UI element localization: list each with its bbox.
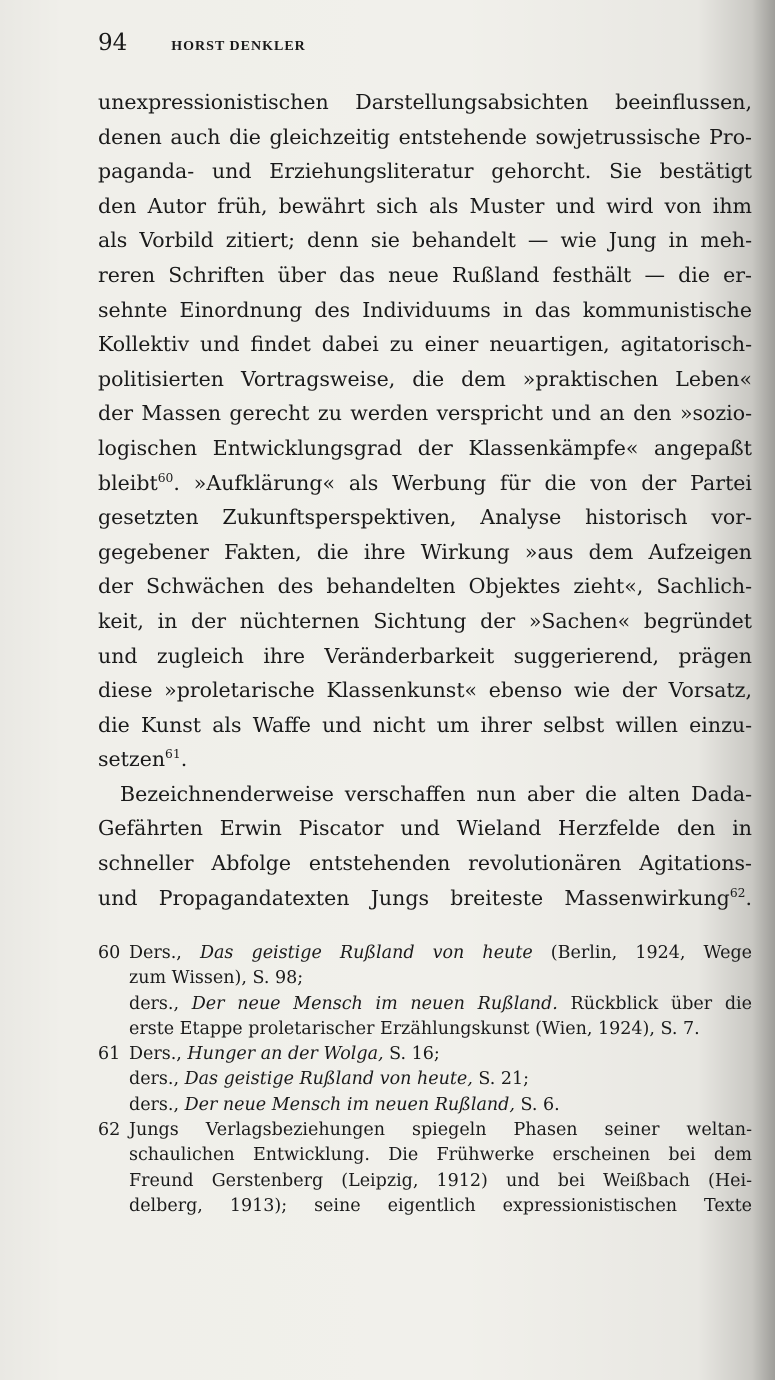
footnote-line: zum Wissen), S. 98; [129, 968, 304, 989]
text-line-footnote-61 [98, 742, 752, 777]
footnote-ref-61[interactable]: 61 [165, 747, 181, 762]
footnote-line: delberg, 1913); seine eigentlich expressionistischen Texte [129, 1195, 752, 1216]
text-line: der Schwächen des behandelten Objektes zieht«, Sachlich- [98, 574, 752, 599]
text-fragment: ders., [129, 993, 192, 1014]
running-head [98, 30, 306, 60]
text-fragment: Ders., [129, 1044, 188, 1065]
text-line: Kollektiv und findet dabei zu einer neuartigen, agitatorisch- [98, 332, 752, 357]
text-fragment: . [180, 747, 188, 772]
text-fragment: S. 6. [514, 1094, 560, 1115]
book-title: Das geistige Rußland von heute [199, 943, 533, 963]
text-line: schneller Abfolge entstehenden revolutionären Agitations- [98, 851, 752, 876]
footnote-line: schaulichen Entwicklung. Die Frühwerke erscheinen bei dem [129, 1145, 752, 1166]
text-fragment: Ders., [129, 943, 200, 963]
book-title: Der neue Mensch im neuen Rußland, [184, 1094, 515, 1115]
footnote-number: 60 [98, 943, 121, 963]
text-fragment: ders., [129, 1094, 185, 1115]
text-line: denen auch die gleichzeitig entstehende sowjetrussische Pro- [98, 124, 752, 149]
book-title: Hunger an der Wolga, [187, 1044, 384, 1065]
footnote-number: 62 [98, 1120, 121, 1141]
text-fragment: (Berlin, 1924, Wege [532, 943, 753, 963]
text-fragment: S. 16; [383, 1044, 440, 1065]
footnote-line [98, 941, 752, 966]
footnote-line [98, 992, 752, 1017]
text-line: der Massen gerecht zu werden verspricht und an den »sozio- [98, 401, 752, 426]
text-fragment: ders., [129, 1069, 185, 1090]
text-line: reren Schriften über das neue Rußland festhält — die er- [98, 262, 752, 287]
text-line: und zugleich ihre Veränderbarkeit suggerierend, prägen [98, 643, 752, 668]
text-line: diese »proletarische Klassenkunst« ebenso wie der Vorsatz, [98, 678, 752, 703]
footnote-ref-62[interactable]: 62 [729, 885, 746, 900]
text-fragment: . »Aufklärung« als Werbung für die von der Partei [173, 470, 752, 495]
footnote-line: Freund Gerstenberg (Leipzig, 1912) und bei Weißbach (Hei- [129, 1170, 752, 1191]
text-fragment: . [745, 885, 752, 910]
footnotes [98, 941, 752, 1219]
text-line: Gefährten Erwin Piscator und Wieland Herzfelde den in [98, 816, 752, 841]
text-fragment: bleibt [98, 470, 158, 495]
text-fragment: S. 21; [472, 1069, 530, 1090]
book-title: Das geistige Rußland von heute, [184, 1069, 473, 1090]
text-line: paganda- und Erziehungsliteratur gehorcht. Sie bestätigt [98, 159, 752, 184]
text-line: den Autor früh, bewährt sich als Muster und wird von ihm [98, 193, 752, 218]
footnote-ref-60[interactable]: 60 [157, 470, 174, 485]
text-line: unexpressionistischen Darstellungsabsichten beeinflussen, [98, 90, 752, 114]
text-line-footnote-62 [98, 881, 752, 916]
text-line: logischen Entwicklungsgrad der Klassenkämpfe« angepaßt [98, 435, 752, 460]
text-line: sehnte Einordnung des Individuums in das kommunistische [98, 297, 752, 322]
footnote-61 [98, 1042, 752, 1118]
text-line-footnote-60 [98, 466, 752, 501]
footnote-line: Jungs Verlagsbeziehungen spiegeln Phasen seiner weltan- [129, 1120, 752, 1141]
page-number: 94 [98, 30, 128, 56]
text-line: Bezeichnenderweise verschaffen nun aber die alten Dada- [120, 781, 752, 806]
footnote-line [98, 1067, 752, 1092]
footnote-60 [98, 941, 752, 1042]
book-title: Der neue Mensch im neuen Rußland. [191, 993, 558, 1014]
text-line: politisierten Vortragsweise, die dem »praktischen Leben« [98, 366, 752, 391]
text-line: keit, in der nüchternen Sichtung der »Sachen« begründet [98, 608, 752, 633]
body-text [98, 85, 752, 915]
text-line: gegebener Fakten, die ihre Wirkung »aus dem Aufzeigen [98, 539, 752, 564]
footnote-line [98, 1093, 752, 1118]
text-fragment: setzen [98, 747, 166, 772]
footnote-line: erste Etappe proletarischer Erzählungskunst (Wien, 1924), S. 7. [129, 1018, 700, 1039]
text-line: als Vorbild zitiert; denn sie behandelt — wie Jung in meh- [98, 228, 752, 253]
footnote-line [98, 1042, 752, 1067]
text-line: die Kunst als Waffe und nicht um ihrer selbst willen einzu- [98, 712, 752, 737]
footnote-62 [98, 1118, 752, 1219]
text-line: gesetzten Zukunftsperspektiven, Analyse historisch vor- [98, 505, 752, 530]
text-fragment: Rückblick über die [557, 993, 752, 1014]
running-title: HORST DENKLER [171, 39, 306, 54]
text-fragment: und Propagandatexten Jungs breiteste Massenwirkung [98, 885, 730, 910]
footnote-number: 61 [98, 1044, 121, 1065]
